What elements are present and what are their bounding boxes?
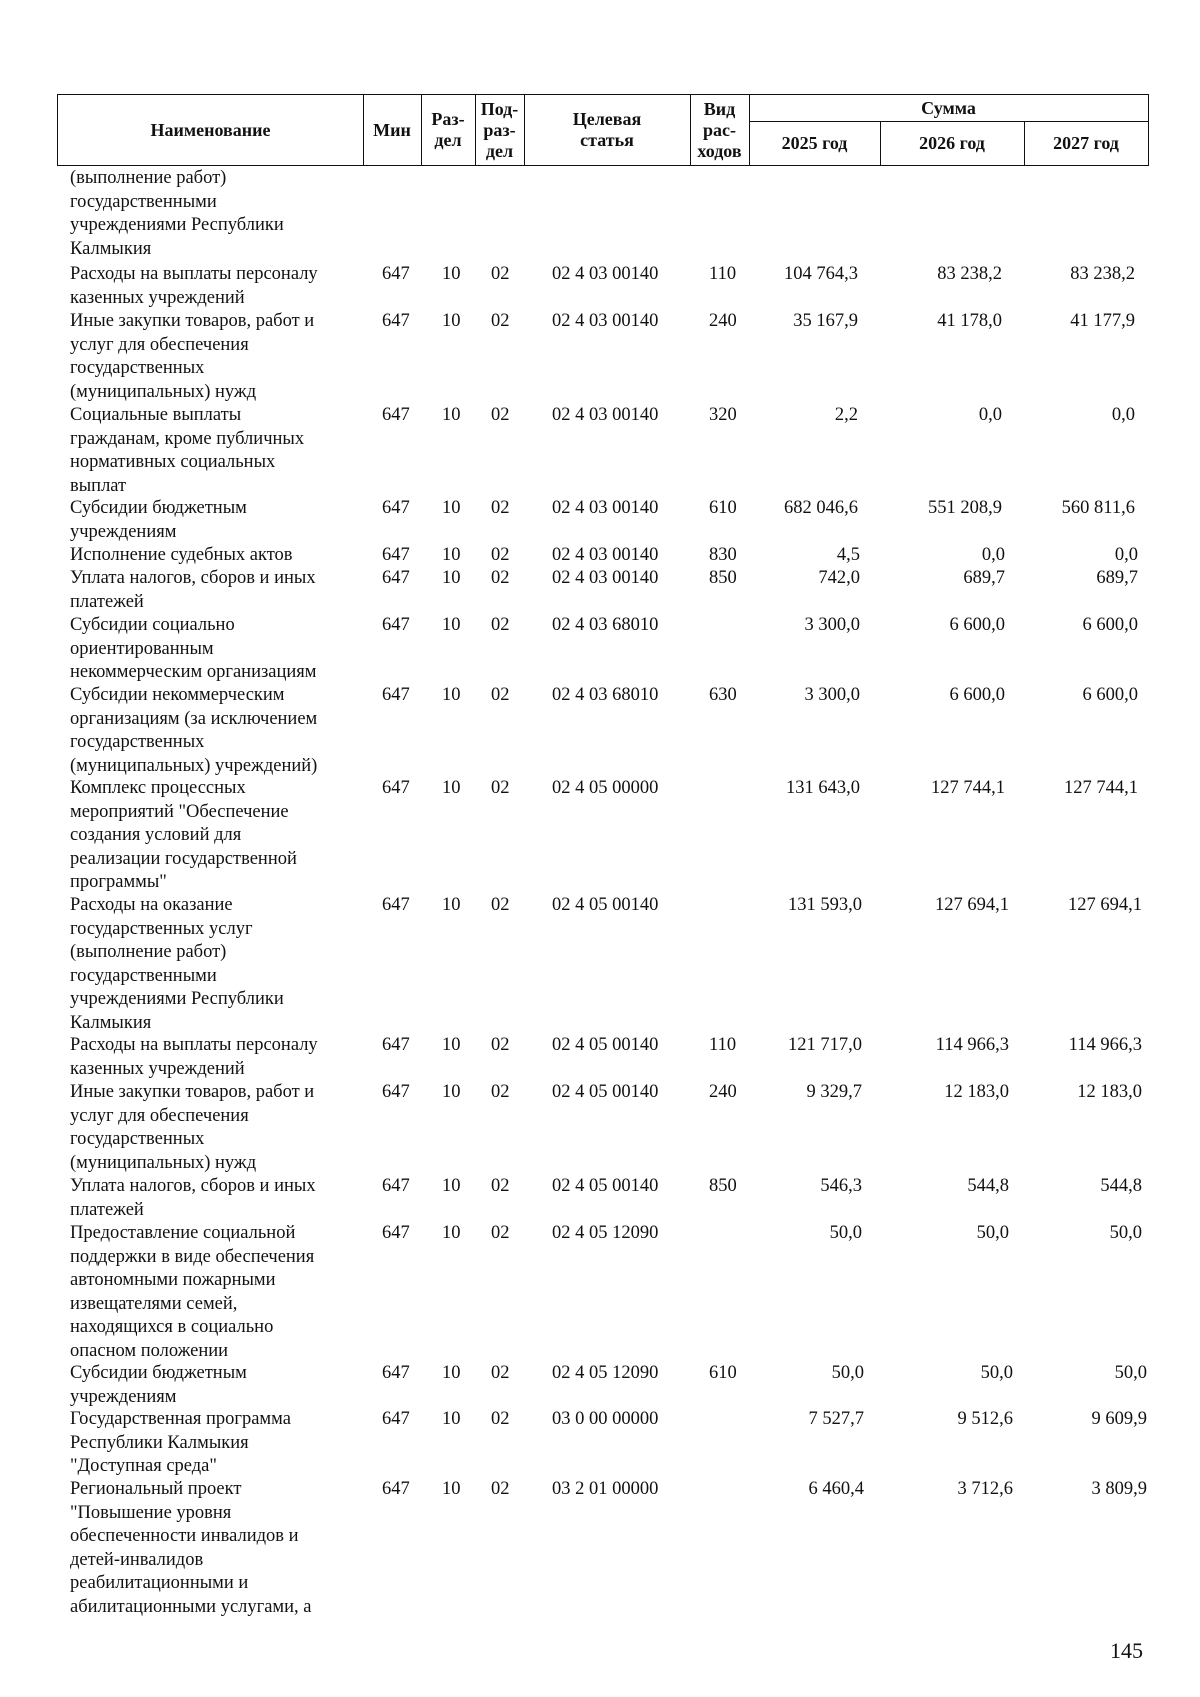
row-celevaya-statya: 02 4 05 00140 [552,1035,659,1055]
row-sum-2026: 6 600,0 [949,615,1005,635]
row-razdel: 10 [442,1479,461,1499]
row-podrazdel: 02 [491,405,510,425]
row-sum-2027: 544,8 [1100,1176,1142,1196]
row-vid-rashodov: 610 [709,498,737,518]
row-name: Исполнение судебных актов [70,545,293,565]
row-podrazdel: 02 [491,778,510,798]
row-sum-2027: 127 744,1 [1064,778,1138,798]
row-sum-2025: 9 329,7 [806,1082,862,1102]
row-celevaya-statya: 02 4 03 00140 [552,568,659,588]
row-sum-2026: 127 744,1 [931,778,1005,798]
row-vid-rashodov: 850 [709,568,737,588]
row-podrazdel: 02 [491,1035,510,1055]
row-razdel: 10 [442,568,461,588]
row-min: 647 [382,1176,410,1196]
row-celevaya-statya: 02 4 03 00140 [552,405,659,425]
row-sum-2025: 546,3 [820,1176,862,1196]
row-min: 647 [382,1223,410,1243]
row-razdel: 10 [442,1363,461,1383]
header-summa: Сумма [921,97,976,118]
row-sum-2026: 6 600,0 [949,685,1005,705]
row-sum-2027: 0,0 [1114,545,1138,565]
row-vid-rashodov: 630 [709,685,737,705]
row-sum-2026: 9 512,6 [957,1409,1013,1429]
row-min: 647 [382,311,410,331]
row-celevaya-statya: 02 4 05 00140 [552,1176,659,1196]
row-razdel: 10 [442,264,461,284]
row-min: 647 [382,615,410,635]
row-name: Уплата налогов, сборов и иных платежей [70,568,316,612]
row-sum-2027: 50,0 [1114,1363,1147,1383]
row-razdel: 10 [442,311,461,331]
row-celevaya-statya: 02 4 03 00140 [552,311,659,331]
row-sum-2027: 127 694,1 [1068,895,1142,915]
header-razdel: Раз- дел [431,109,465,150]
row-name: Субсидии бюджетным учреждениям [70,1363,247,1407]
row-sum-2026: 689,7 [963,568,1005,588]
row-sum-2027: 3 809,9 [1091,1479,1147,1499]
row-sum-2026: 544,8 [967,1176,1009,1196]
row-podrazdel: 02 [491,1176,510,1196]
row-min: 647 [382,264,410,284]
row-podrazdel: 02 [491,1363,510,1383]
header-year-2027: 2027 год [1053,132,1119,153]
row-name: Уплата налогов, сборов и иных платежей [70,1176,316,1220]
row-sum-2026: 551 208,9 [928,498,1002,518]
row-podrazdel: 02 [491,1409,510,1429]
row-celevaya-statya: 03 2 01 00000 [552,1479,659,1499]
row-sum-2025: 6 460,4 [808,1479,864,1499]
row-sum-2026: 12 183,0 [944,1082,1009,1102]
row-min: 647 [382,1363,410,1383]
row-podrazdel: 02 [491,1479,510,1499]
row-celevaya-statya: 02 4 03 00140 [552,264,659,284]
row-razdel: 10 [442,545,461,565]
row-vid-rashodov: 610 [709,1363,737,1383]
row-sum-2025: 3 300,0 [804,685,860,705]
row-sum-2025: 742,0 [818,568,860,588]
row-sum-2027: 41 177,9 [1070,311,1135,331]
row-sum-2025: 2,2 [834,405,858,425]
row-min: 647 [382,1035,410,1055]
row-razdel: 10 [442,1082,461,1102]
row-sum-2026: 50,0 [980,1363,1013,1383]
row-razdel: 10 [442,685,461,705]
row-sum-2025: 35 167,9 [793,311,858,331]
row-vid-rashodov: 110 [709,1035,737,1055]
row-razdel: 10 [442,778,461,798]
row-razdel: 10 [442,895,461,915]
row-sum-2027: 9 609,9 [1091,1409,1147,1429]
row-sum-2025: 682 046,6 [784,498,858,518]
row-sum-2027: 0,0 [1111,405,1135,425]
row-name: Предоставление социальной поддержки в виде обеспечения автономными пожарными извещателями семей, находящихся в социально опасном положении [70,1223,315,1361]
row-name: Расходы на выплаты персоналу казенных учреждений [70,264,318,308]
header-celevaya: Целевая статья [572,109,642,150]
row-sum-2025: 3 300,0 [804,615,860,635]
row-sum-2025: 104 764,3 [784,264,858,284]
header-min: Мин [373,119,411,140]
row-sum-2025: 7 527,7 [808,1409,864,1429]
row-razdel: 10 [442,615,461,635]
row-celevaya-statya: 02 4 05 00140 [552,895,659,915]
row-celevaya-statya: 02 4 05 00000 [552,778,659,798]
row-sum-2025: 121 717,0 [788,1035,862,1055]
row-sum-2025: 50,0 [829,1223,862,1243]
header-year-2026: 2026 год [919,132,985,153]
row-podrazdel: 02 [491,545,510,565]
row-sum-2027: 560 811,6 [1061,498,1135,518]
row-min: 647 [382,405,410,425]
row-sum-2025: 131 593,0 [788,895,862,915]
row-name: Иные закупки товаров, работ и услуг для обеспечения государственных (муниципальных) нужд [70,311,315,402]
row-name: Расходы на выплаты персоналу казенных учреждений [70,1035,318,1079]
row-razdel: 10 [442,405,461,425]
row-name: Иные закупки товаров, работ и услуг для обеспечения государственных (муниципальных) нужд [70,1082,315,1173]
row-celevaya-statya: 03 0 00 00000 [552,1409,659,1429]
row-sum-2026: 0,0 [978,405,1002,425]
header-year-2025: 2025 год [781,132,848,153]
row-podrazdel: 02 [491,498,510,518]
page-number: 145 [1110,1638,1143,1663]
row-min: 647 [382,895,410,915]
header-name: Наименование [150,119,271,140]
row-razdel: 10 [442,1176,461,1196]
row-vid-rashodov: 110 [709,264,737,284]
row-vid-rashodov: 850 [709,1176,737,1196]
row-sum-2026: 50,0 [976,1223,1009,1243]
row-min: 647 [382,778,410,798]
row-sum-2026: 3 712,6 [957,1479,1013,1499]
row-min: 647 [382,685,410,705]
row-vid-rashodov: 240 [709,1082,737,1102]
row-sum-2026: 41 178,0 [937,311,1002,331]
header-podrazdel: Под- раз- дел [480,98,519,161]
row-sum-2026: 114 966,3 [935,1035,1009,1055]
row-min: 647 [382,1409,410,1429]
row-razdel: 10 [442,1223,461,1243]
row-name: Субсидии некоммерческим организациям (за исключением государственных (муниципальных) учреждений) [70,685,318,776]
row-podrazdel: 02 [491,264,510,284]
row-name: Региональный проект "Повышение уровня обеспеченности инвалидов и детей-инвалидов реабилитационными и абилитационными услугами, а [70,1479,312,1617]
row-min: 647 [382,568,410,588]
row-celevaya-statya: 02 4 05 12090 [552,1223,659,1243]
row-sum-2025: 50,0 [831,1363,864,1383]
row-sum-2027: 689,7 [1096,568,1138,588]
row-min: 647 [382,498,410,518]
row-min: 647 [382,1479,410,1499]
row-name: Комплекс процессных мероприятий "Обеспечение создания условий для реализации государственной программы" [70,778,297,892]
row-vid-rashodov: 320 [709,405,737,425]
row-name: Субсидии социально ориентированным некоммерческим организациям [70,615,317,682]
row-celevaya-statya: 02 4 05 00140 [552,1082,659,1102]
row-sum-2027: 12 183,0 [1077,1082,1142,1102]
row-podrazdel: 02 [491,615,510,635]
row-min: 647 [382,545,410,565]
row-podrazdel: 02 [491,895,510,915]
row-podrazdel: 02 [491,1082,510,1102]
row-name: Субсидии бюджетным учреждениям [70,498,247,542]
row-podrazdel: 02 [491,1223,510,1243]
row-podrazdel: 02 [491,568,510,588]
row-celevaya-statya: 02 4 03 00140 [552,498,659,518]
row-name: Государственная программа Республики Калмыкия "Доступная среда" [70,1409,291,1476]
row-min: 647 [382,1082,410,1102]
row-name: Расходы на оказание государственных услуг (выполнение работ) государственными учреждениями Республики Калмыкия [70,895,284,1033]
row-razdel: 10 [442,1409,461,1429]
row-sum-2026: 127 694,1 [935,895,1009,915]
row-sum-2027: 50,0 [1109,1223,1142,1243]
row-sum-2026: 83 238,2 [937,264,1002,284]
row-sum-2027: 6 600,0 [1082,615,1138,635]
row-name: (выполнение работ) государственными учреждениями Республики Калмыкия [70,168,284,259]
row-celevaya-statya: 02 4 03 68010 [552,685,659,705]
row-sum-2027: 83 238,2 [1070,264,1135,284]
table-header [57,94,1149,166]
row-sum-2025: 4,5 [836,545,860,565]
row-celevaya-statya: 02 4 03 68010 [552,615,659,635]
row-podrazdel: 02 [491,311,510,331]
row-vid-rashodov: 240 [709,311,737,331]
row-razdel: 10 [442,498,461,518]
header-vid: Вид рас- ходов [697,98,742,161]
row-podrazdel: 02 [491,685,510,705]
row-razdel: 10 [442,1035,461,1055]
row-sum-2027: 114 966,3 [1068,1035,1142,1055]
row-sum-2025: 131 643,0 [786,778,860,798]
row-sum-2026: 0,0 [981,545,1005,565]
row-vid-rashodov: 830 [709,545,737,565]
row-name: Социальные выплаты гражданам, кроме публичных нормативных социальных выплат [70,405,305,496]
row-sum-2027: 6 600,0 [1082,685,1138,705]
row-celevaya-statya: 02 4 05 12090 [552,1363,659,1383]
row-celevaya-statya: 02 4 03 00140 [552,545,659,565]
